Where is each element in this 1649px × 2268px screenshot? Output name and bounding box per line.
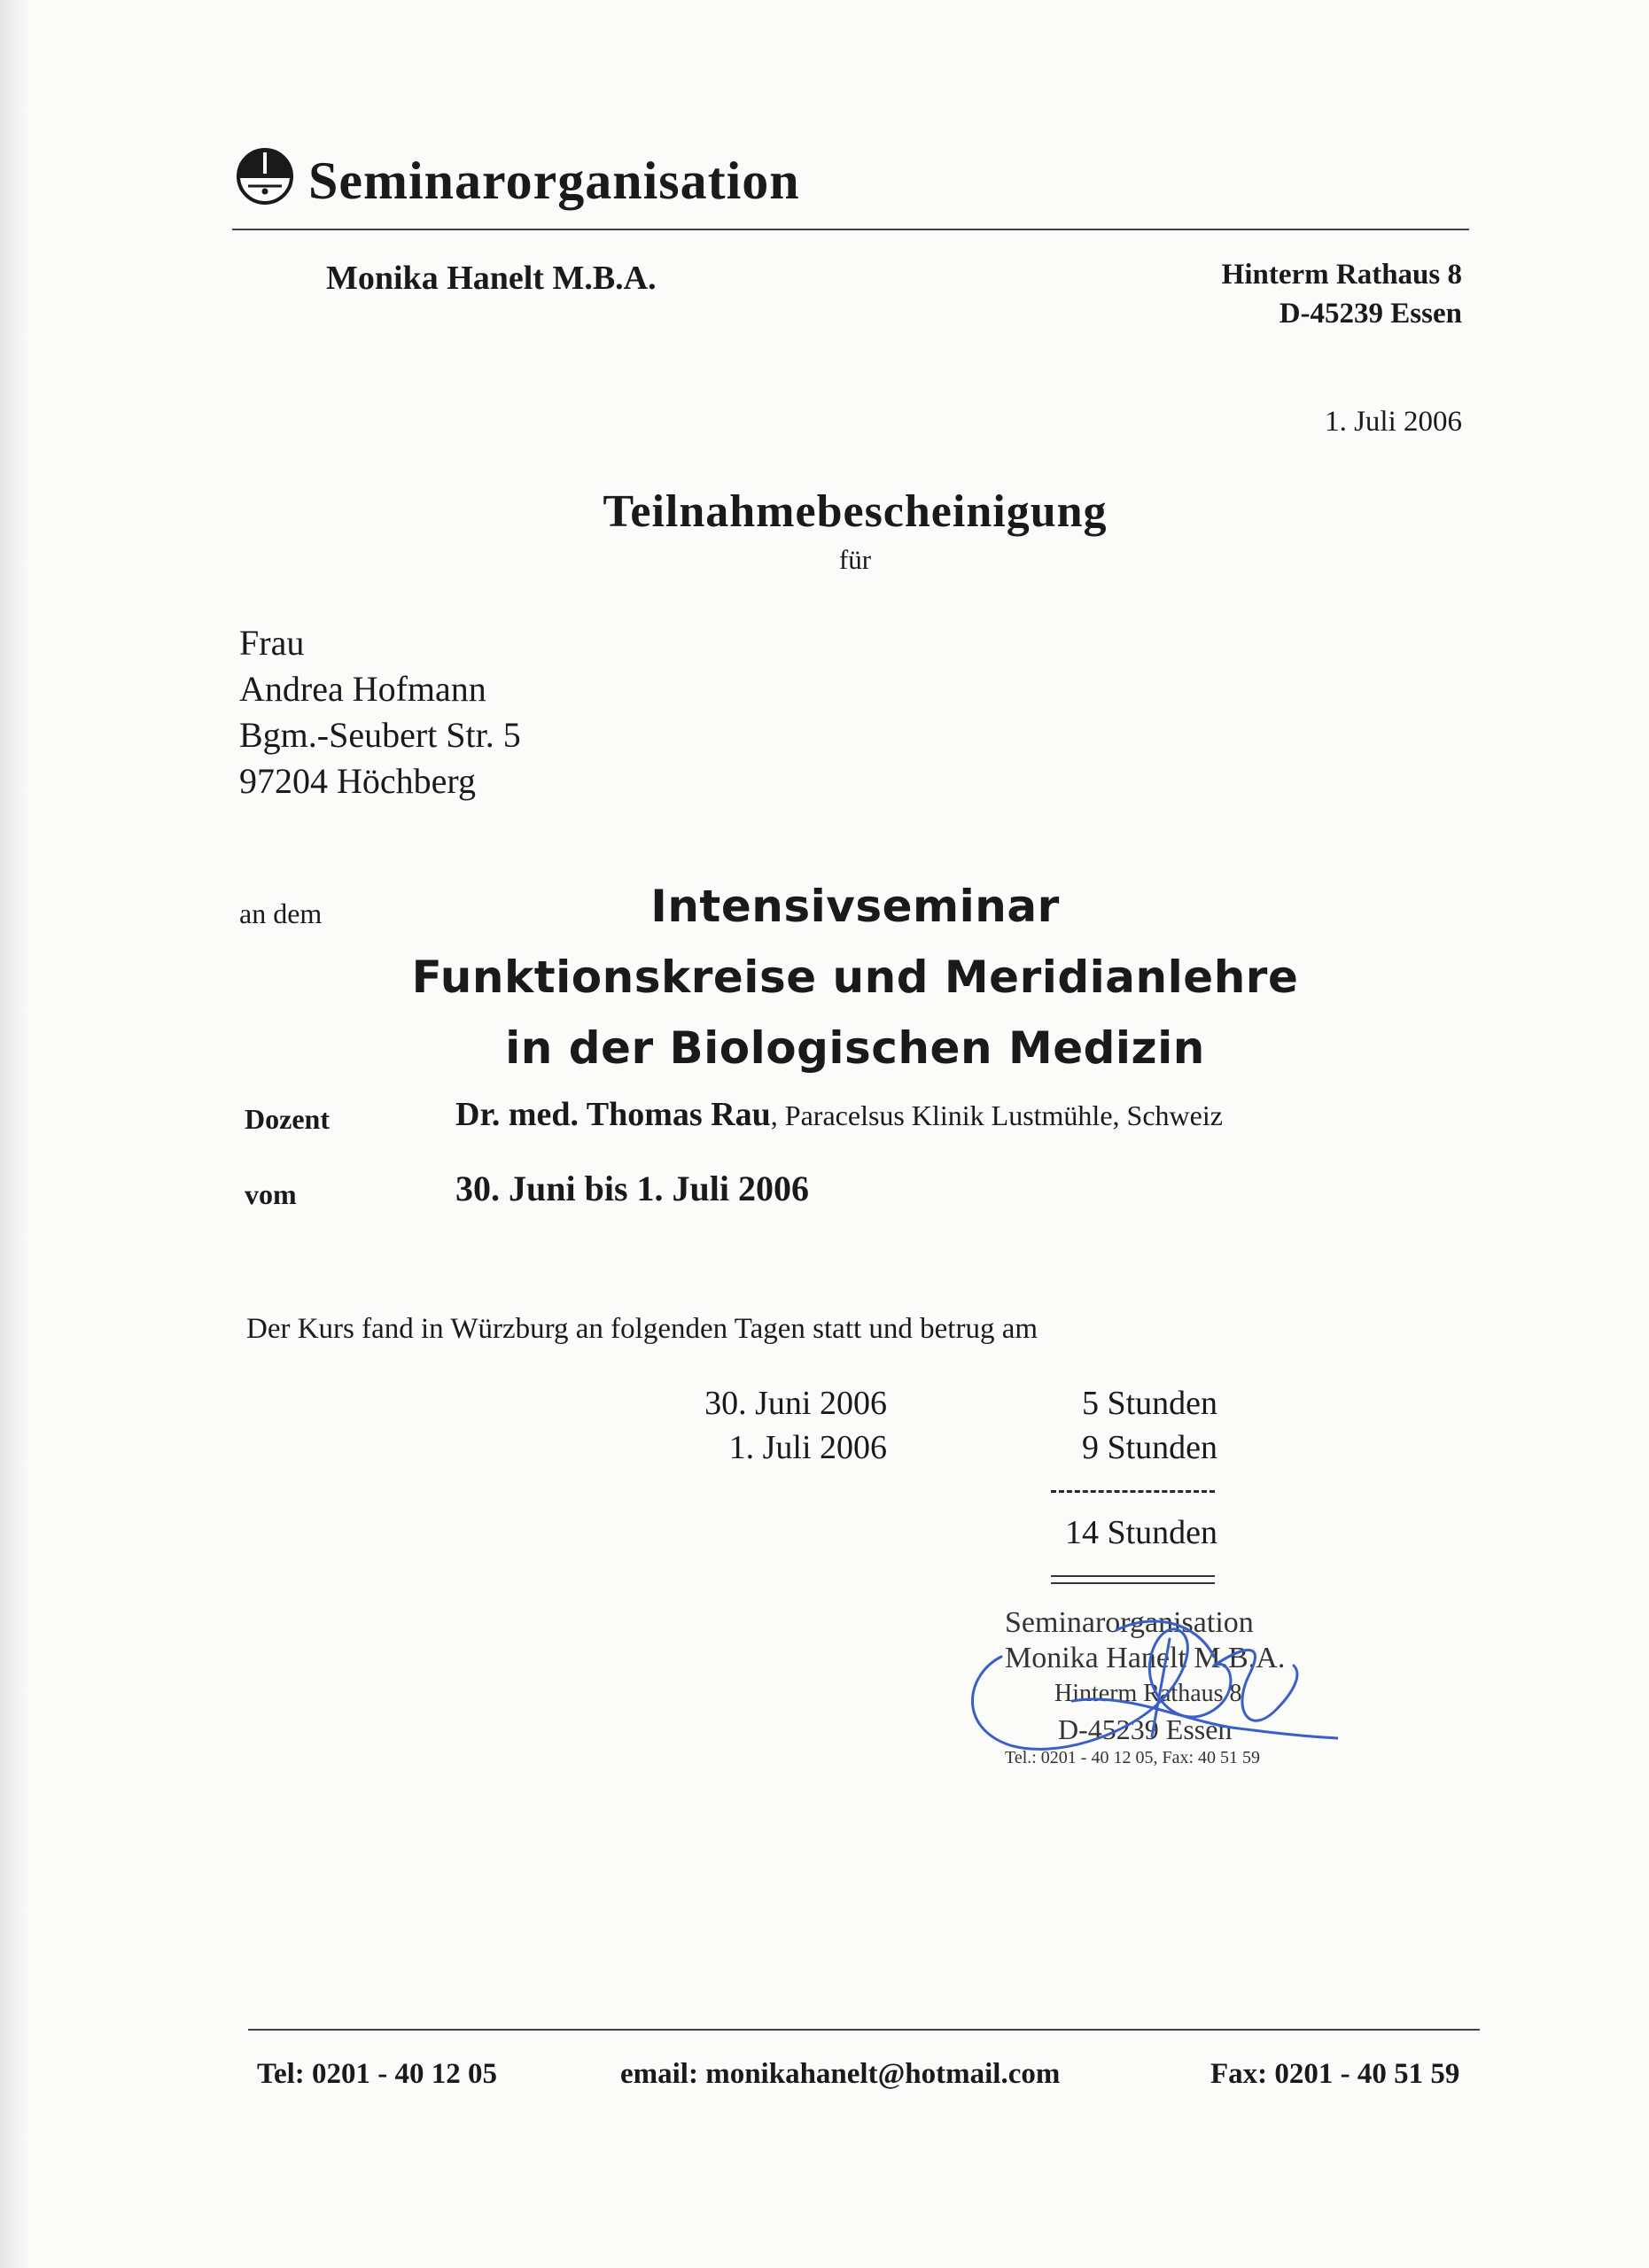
total-double-underline: [1051, 1575, 1215, 1584]
stamp-line4: D-45239 Essen: [1058, 1713, 1233, 1745]
recipient-street: Bgm.-Seubert Str. 5: [239, 715, 521, 755]
document-title: Teilnahmebescheinigung: [603, 486, 1108, 537]
seminar-title-line1: Intensivseminar: [650, 881, 1060, 932]
course-day-hours: 9 Stunden: [1081, 1429, 1217, 1466]
stamp-line1: Seminarorganisation: [1005, 1606, 1254, 1639]
stamp-line3: Hinterm Rathaus 8: [1054, 1680, 1242, 1707]
recipient-city: 97204 Höchberg: [239, 761, 476, 801]
title-subline: für: [838, 544, 872, 575]
course-total-hours: 14 Stunden: [1064, 1514, 1217, 1551]
seminar-label: an dem: [239, 897, 323, 929]
recipient-salutation: Frau: [239, 623, 305, 663]
organizer-address: [1222, 255, 1462, 333]
period-value: 30. Juni bis 1. Juli 2006: [455, 1169, 810, 1208]
seminar-title: [0, 871, 1649, 1084]
stamp-line5: Tel.: 0201 - 40 12 05, Fax: 40 51 59: [1005, 1748, 1261, 1767]
course-day-hours: 5 Stunden: [1081, 1385, 1217, 1422]
course-intro: Der Kurs fand in Würzburg an folgenden Tagen statt und betrug am: [246, 1313, 1038, 1345]
recipient-block: [239, 620, 521, 804]
lecturer-affiliation: , Paracelsus Klinik Lustmühle, Schweiz: [770, 1099, 1223, 1131]
scan-edge: [0, 0, 30, 2268]
sum-separator: [1051, 1490, 1215, 1493]
course-day-date: 1. Juli 2006: [728, 1429, 887, 1466]
footer-email: email: monikahanelt@hotmail.com: [620, 2058, 1061, 2090]
lecturer-line: [455, 1095, 1223, 1134]
seminar-title-line2: Funktionskreise und Meridianlehre: [411, 951, 1299, 1003]
footer-phone: Tel: 0201 - 40 12 05: [257, 2058, 498, 2090]
brand-name: Seminarorganisation: [308, 151, 800, 210]
organizer-name: Monika Hanelt M.B.A.: [326, 260, 657, 297]
address-street: Hinterm Rathaus 8: [1221, 259, 1462, 291]
logo-icon: [236, 147, 294, 206]
stamp-line2: Monika Hanelt M.B.A.: [1005, 1642, 1286, 1674]
letter-date: 1. Juli 2006: [1325, 406, 1462, 438]
address-city: D-45239 Essen: [1279, 298, 1462, 330]
lecturer-label: Dozent: [245, 1103, 330, 1135]
lecturer-name: Dr. med. Thomas Rau: [455, 1096, 771, 1133]
recipient-name: Andrea Hofmann: [239, 669, 486, 709]
footer-fax: Fax: 0201 - 40 51 59: [1210, 2058, 1460, 2090]
seminar-title-line3: in der Biologischen Medizin: [505, 1022, 1205, 1074]
signature: [948, 1604, 1338, 1763]
course-day-date: 30. Juni 2006: [704, 1385, 887, 1422]
period-label: vom: [245, 1178, 297, 1210]
header-rule: [232, 229, 1469, 230]
footer-rule: [248, 2029, 1480, 2031]
